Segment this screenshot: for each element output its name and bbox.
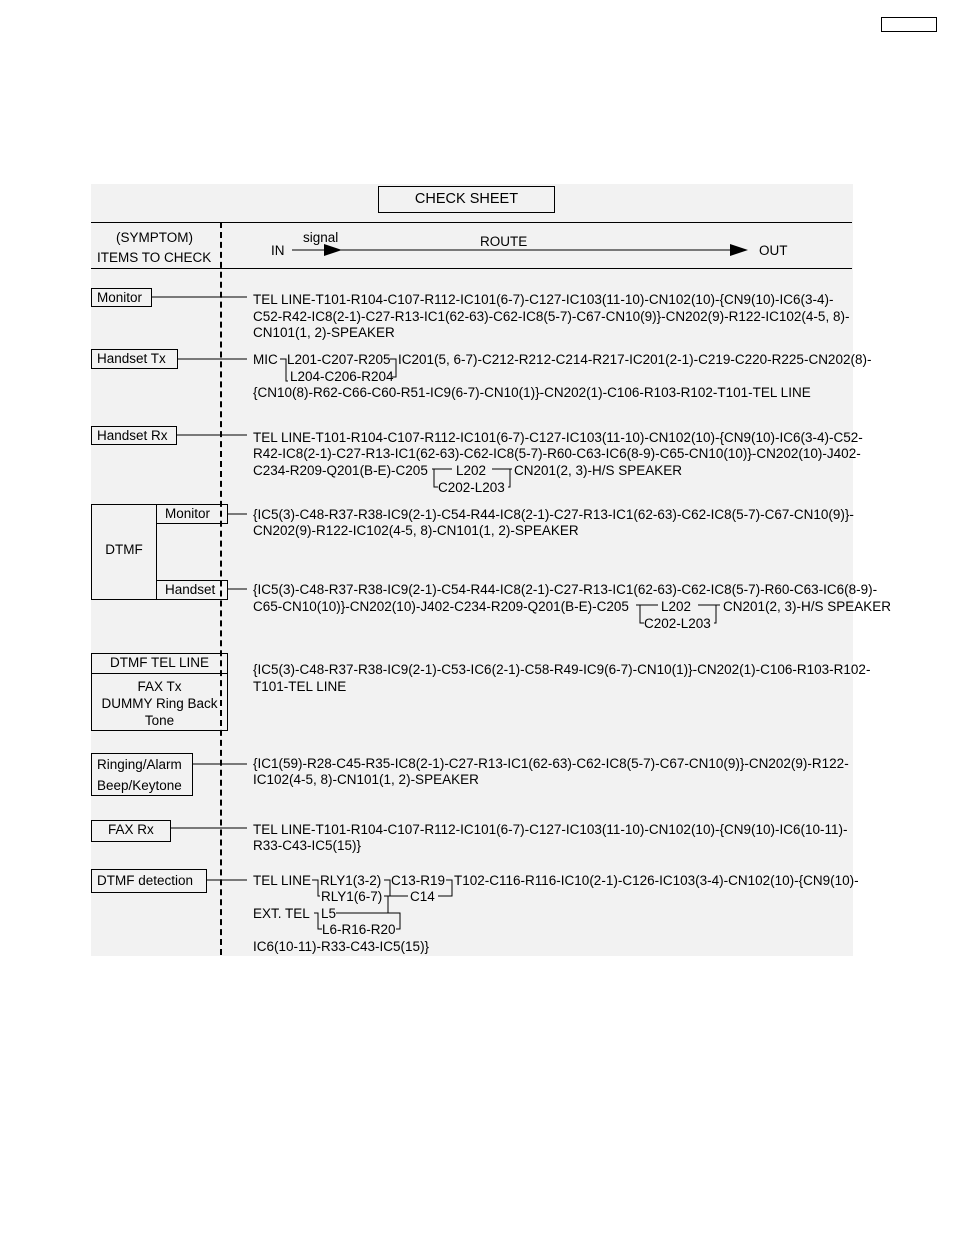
ringing-route-line-1: {IC1(59)-R28-C45-R35-IC8(2-1)-C27-R13-IC1(62-63)-C62-IC8(5-7)-C67-CN10(9)}-CN202(9)-R122- [253,756,849,771]
handset-tx-branch-b: L204-C206-R204 [290,369,394,384]
handset-rx-route-line-2: R42-IC8(2-1)-C27-R13-IC1(62-63)-C62-IC8(5-7)-R60-C63-IC6(8-9)-C65-CN10(10)}-CN202(10)-J402- [253,446,861,461]
dtmf-handset-route-line-2: C65-CN10(10)}-CN202(10)-J402-C234-R209-Q201(B-E)-C205 [253,599,629,614]
signal-label: signal [303,230,339,245]
out-label: OUT [759,243,788,258]
dtmf-det-rly1-3-2: RLY1(3-2) [320,873,382,888]
symptom-monitor: Monitor [91,288,152,307]
dtmf-det-route-line-2: IC6(10-11)-R33-C43-IC5(15)} [253,939,430,954]
in-label: IN [271,243,285,258]
dtmf-monitor-route-line-1: {IC5(3)-C48-R37-R38-IC9(2-1)-C54-R44-IC8(2-1)-C27-R13-IC1(62-63)-C62-IC8(5-7)-C67-CN10(9)}- [253,507,854,522]
dtmf-monitor-route-line-2: CN202(9)-R122-IC102(4-5, 8)-CN101(1, 2)-SPEAKER [253,523,579,538]
symptom-handset-tx: Handset Tx [91,349,178,369]
dtmf-det-c13-r19: C13-R19 [391,873,446,888]
symptom-dtmf: DTMF [91,504,157,600]
symptom-fax-tx-group [91,673,228,731]
beep-keytone-label: Beep/Keytone [97,778,182,793]
symptom-fax-rx: FAX Rx [91,820,171,842]
fax-rx-route-line-2: R33-C43-IC5(15)} [253,838,362,853]
route-label: ROUTE [480,234,528,249]
handset-tx-mic: MIC [253,352,278,367]
check-sheet-title: CHECK SHEET [378,186,555,213]
dtmf-handset-c202: C202-L203 [644,616,711,631]
fax-rx-route-line-1: TEL LINE-T101-R104-C107-R112-IC101(6-7)-C127-IC103(11-10)-CN102(10)-{CN9(10)-IC6(10-11)- [253,822,848,837]
dtmf-handset-route-line-1: {IC5(3)-C48-R37-R38-IC9(2-1)-C54-R44-IC8(2-1)-C27-R13-IC1(62-63)-C62-IC8(5-7)-R60-C63-IC6(8-9)- [253,582,878,597]
handset-rx-c202: C202-L203 [438,480,505,495]
tone-label: Tone [144,713,175,728]
dtmf-det-l6-r16-r20: L6-R16-R20 [322,922,396,937]
handset-rx-speaker: CN201(2, 3)-H/S SPEAKER [514,463,683,478]
dtmf-det-rly1-6-7: RLY1(6-7) [321,889,383,904]
dtmf-det-tel-line: TEL LINE [253,873,312,888]
handset-rx-route-line-1: TEL LINE-T101-R104-C107-R112-IC101(6-7)-C127-IC103(11-10)-CN102(10)-{CN9(10)-IC6(3-4)-C52- [253,430,863,445]
monitor-route-line-3: CN101(1, 2)-SPEAKER [253,325,395,340]
handset-rx-l202: L202 [456,463,487,478]
monitor-route-line-2: C52-R42-IC8(2-1)-C27-R13-IC1(62-63)-C62-IC8(5-7)-C67-CN10(9)}-CN202(9)-R122-IC102(4-5, 8)- [253,309,850,324]
dummy-ring-back-label: DUMMY Ring Back [101,696,218,711]
dtmf-handset-l202: L202 [661,599,692,614]
handset-rx-route-line-3: C234-R209-Q201(B-E)-C205 [253,463,428,478]
ringing-alarm-label: Ringing/Alarm [97,757,182,772]
symptom-dtmf-detection: DTMF detection [91,869,207,893]
dtmf-det-l5: L5 [321,906,337,921]
symptom-dtmf-tel-line: DTMF TEL LINE [91,653,228,674]
dtmf-tel-route-line-2: T101-TEL LINE [253,679,347,694]
symptom-dtmf-handset: Handset [156,580,228,600]
items-to-check-header: ITEMS TO CHECK [97,250,212,265]
dtmf-tel-route-line-1: {IC5(3)-C48-R37-R38-IC9(2-1)-C53-IC6(2-1)-C58-R49-IC9(6-7)-CN10(1)}-CN202(1)-C106-R103-R102- [253,662,871,677]
ringing-route-line-2: IC102(4-5, 8)-CN101(1, 2)-SPEAKER [253,772,479,787]
fax-tx-label: FAX Tx [137,679,182,694]
dtmf-det-route-line-1: T102-C116-R116-IC10(2-1)-C126-IC103(3-4)-CN102(10)-{CN9(10)- [454,873,859,888]
symptom-handset-rx: Handset Rx [91,426,177,445]
symptom-ringing [91,753,193,796]
symptom-dtmf-monitor: Monitor [156,504,228,524]
dtmf-handset-speaker: CN201(2, 3)-H/S SPEAKER [723,599,892,614]
handset-tx-branch-a: L201-C207-R205 [287,352,391,367]
symptom-header: (SYMPTOM) [116,230,193,245]
dtmf-det-ext-tel: EXT. TEL [253,906,310,921]
handset-tx-route-line-2: {CN10(8)-R62-C66-C60-R51-IC9(6-7)-CN10(1)}-CN202(1)-C106-R103-R102-T101-TEL LINE [253,385,811,400]
handset-tx-route-line-1: IC201(5, 6-7)-C212-R212-C214-R217-IC201(2-1)-C219-C220-R225-CN202(8)- [398,352,872,367]
monitor-route-line-1: TEL LINE-T101-R104-C107-R112-IC101(6-7)-C127-IC103(11-10)-CN102(10)-{CN9(10)-IC6(3-4)- [253,292,834,307]
dtmf-det-c14: C14 [410,889,435,904]
